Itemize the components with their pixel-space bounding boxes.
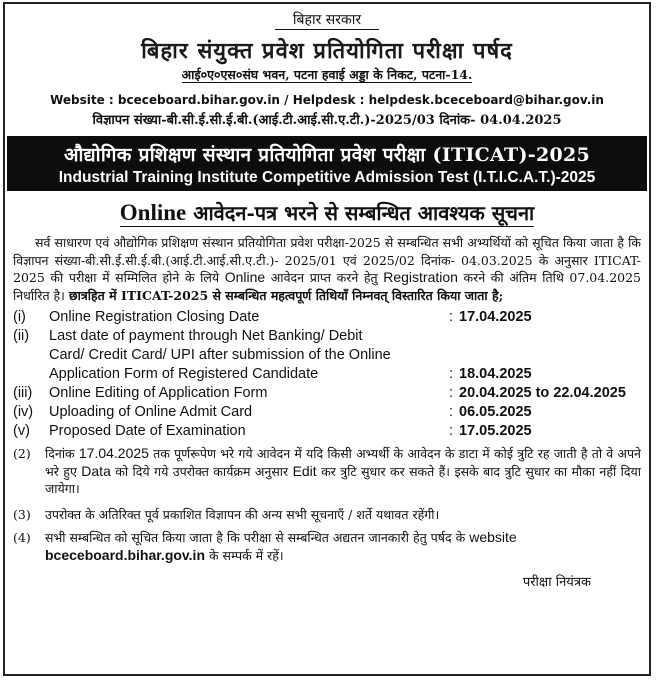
website-helpdesk-line: Website : bceceboard.bihar.gov.in / Helpdesk : helpdesk.bceceboard@bihar.gov.in — [50, 93, 604, 107]
note-2-editing: (2) दिनांक 17.04.2025 तक पूर्णरूपेण भरे गये आवेदन में यदि किसी अभ्यर्थी के आवेदन के डाटा में कोई त्रुटि रह जाती है तो वे अपने भरे हुए Data को दिये गये उपरोक्त कार्यक्रम अनुसार Edit कर त्रुटि सुधार कर सकते हैं। इसके बाद त्रुटि सुधार का मौका नहीं दिया जायेगा। — [13, 445, 642, 496]
website-link[interactable]: bceceboard.bihar.gov.in — [45, 546, 206, 563]
date-row-admit-card: (iv) Uploading of Online Admit Card : 06.05.2025 — [13, 404, 532, 420]
exam-controller-signature: परीक्षा नियंत्रक — [522, 575, 591, 590]
date-row-online-editing: (iii) Online Editing of Application Form : 20.04.2025 to 22.04.2025 — [13, 385, 626, 401]
exam-title-banner — [7, 136, 647, 191]
exam-title-hindi: औद्योगिक प्रशिक्षण संस्थान प्रतियोगिता प्रवेश परीक्षा (ITICAT)-2025 — [63, 144, 591, 166]
advertisement-number: विज्ञापन संख्या-बी.सी.ई.सी.ई.बी.(आई.टी.आई.सी.ए.टी.)-2025/03 दिनांक- 04.04.2025 — [92, 113, 562, 128]
heading-online-word: Online — [119, 200, 187, 225]
notice-document — [3, 2, 651, 676]
board-name: बिहार संयुक्त प्रवेश प्रतियोगिता परीक्षा पर्षद — [141, 38, 513, 64]
government-label: बिहार सरकार — [13, 10, 641, 29]
notice-heading — [13, 199, 641, 226]
date-value: 06.05.2025 — [459, 404, 532, 420]
board-address: आई०ए०एस०संघ भवन, पटना हवाई अड्डा के निकट, पटना-14. — [181, 67, 473, 82]
date-value: 17.05.2025 — [459, 423, 532, 439]
date-row-registration-closing: (i) Online Registration Closing Date : 17.04.2025 — [13, 309, 532, 325]
date-value: 20.04.2025 to 22.04.2025 — [459, 385, 626, 401]
date-value: 17.04.2025 — [459, 309, 532, 325]
date-row-examination: (v) Proposed Date of Examination : 17.05.2025 — [13, 423, 532, 439]
intro-paragraph: सर्व साधारण एवं औद्योगिक प्रशिक्षण संस्थान प्रतियोगिता प्रवेश परीक्षा-2025 से सम्बन्धित सभी अभ्यर्थियों को सूचित किया जाता है कि विज्ञापन संख्या-बी.सी.ई.सी.ई.बी.(आई.टी.आई.सी.ए.टी.)- 2025/01 एवं 2025/02 दिनांक- 04.03.2025 के अनुसार ITICAT-2025 की परीक्षा में सम्मिलित होने के लिये Online आवेदन प्राप्त करने हेतु Registration करने की अंतिम तिथि 07.04.2025 निर्धारित है। छात्रहित में ITICAT-2025 से सम्बन्धित महत्वपूर्ण तिथियाँ निम्नवत् विस्तारित किया जाता है; — [13, 235, 641, 303]
exam-title-english: Industrial Training Institute Competitive Admission Test (I.T.I.C.A.T.)-2025 — [58, 169, 596, 186]
note-4-website: (4) सभी सम्बन्धित को सूचित किया जाता है कि परीक्षा से सम्बन्धित अद्यतन जानकारी हेतु पर्षद के website bceceboard.bihar.gov.in के सम्पर्क में रहें। — [13, 529, 517, 563]
date-row-payment-last-date: (ii) Last date of payment through Net Banking/ Debit Card/ Credit Card/ UPI after submission of the Online Application Form of Registered Candidate : 18.04.2025 — [13, 328, 532, 382]
heading-text: आवेदन-पत्र भरने से सम्बन्धित आवश्यक सूचना — [186, 201, 535, 225]
date-value: 18.04.2025 — [459, 366, 532, 382]
note-3-other-conditions: (3) उपरोक्त के अतिरिक्त पूर्व प्रकाशित विज्ञापन की अन्य सभी सूचनाएँ / शर्ते यथावत रहेंगी। — [13, 506, 440, 522]
important-dates-list — [13, 308, 641, 441]
